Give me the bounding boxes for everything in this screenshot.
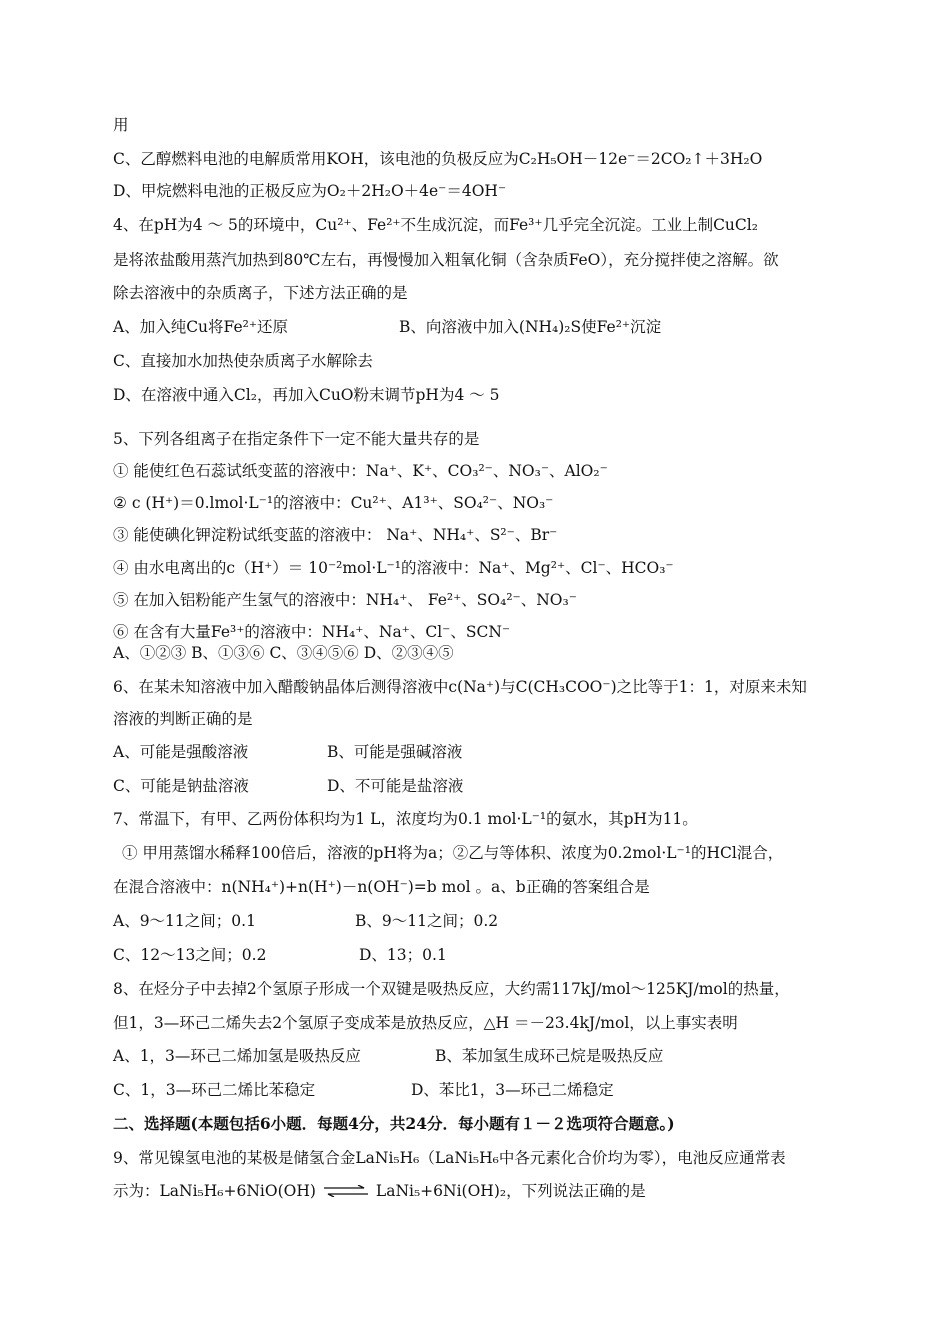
text-line: ⑤ 在加入铝粉能产生氢气的溶液中：NH₄⁺、 Fe²⁺、SO₄²⁻、NO₃⁻: [113, 591, 577, 609]
reversible-arrow-icon: [322, 1181, 370, 1203]
option-a: A、9～11之间；0.1: [113, 912, 256, 930]
text-line: [113, 1180, 873, 1203]
option-c: C、12～13之间；0.2: [113, 946, 267, 964]
text-line: D、甲烷燃料电池的正极反应为O₂＋2H₂O＋4e⁻＝4OH⁻: [113, 182, 507, 200]
option-b: B、9～11之间；0.2: [355, 912, 499, 930]
option-row: [113, 316, 873, 338]
option-d: D、苯比1，3—环己二烯稳定: [411, 1081, 614, 1099]
option-row: [113, 741, 873, 763]
section-heading: 二、选择题(本题包括6小题．每题4分，共24分．每小题有１－２选项符合题意。): [113, 1114, 675, 1133]
question-4: 4、在pH为4 ～ 5的环境中，Cu²⁺、Fe²⁺不生成沉淀，而Fe³⁺几乎完全沉淀。工业上制CuCl₂: [113, 216, 758, 234]
option-row: [113, 775, 873, 797]
text-line: C、乙醇燃料电池的电解质常用KOH，该电池的负极反应为C₂H₅OH－12e⁻＝2CO₂↑＋3H₂O: [113, 150, 763, 168]
question-5: 5、下列各组离子在指定条件下一定不能大量共存的是: [113, 430, 480, 448]
option-c: C、1，3—环己二烯比苯稳定: [113, 1081, 316, 1099]
question-8: 8、在烃分子中去掉2个氢原子形成一个双键是吸热反应，大约需117kJ/mol～125KJ/mol的热量，: [113, 980, 790, 998]
option-c: C、直接加水加热使杂质离子水解除去: [113, 352, 373, 370]
question-6: 6、在某未知溶液中加入醋酸钠晶体后测得溶液中c(Na⁺)与C(CH₃COO⁻)之比等于1：1，对原来未知: [113, 678, 807, 696]
option-b: B、苯加氢生成环己烷是吸热反应: [435, 1047, 664, 1065]
text-line: ② c (H⁺)＝0.lmol·L⁻¹的溶液中：Cu²⁺、A1³⁺、SO₄²⁻、NO₃⁻: [113, 494, 554, 512]
option-a: A、加入纯Cu将Fe²⁺还原: [113, 318, 289, 336]
text-line: 除去溶液中的杂质离子，下述方法正确的是: [113, 284, 408, 302]
text-line: 但1，3—环己二烯失去2个氢原子变成苯是放热反应，△H ＝－23.4kJ/mol，以上事实表明: [113, 1014, 738, 1032]
reaction-right: LaNi₅+6Ni(OH)₂，下列说法正确的是: [375, 1182, 646, 1200]
reaction-left: 示为：LaNi₅H₆+6NiO(OH): [113, 1182, 316, 1200]
option-d: D、不可能是盐溶液: [327, 777, 464, 795]
text-line: 溶液的判断正确的是: [113, 710, 253, 728]
option-a: A、可能是强酸溶液: [113, 743, 249, 761]
text-line: 在混合溶液中：n(NH₄⁺)+n(H⁺)－n(OH⁻)=b mol 。a、b正确的答案组合是: [113, 878, 650, 896]
option-b: B、可能是强碱溶液: [327, 743, 463, 761]
option-row: [113, 910, 873, 932]
option-c: C、可能是钠盐溶液: [113, 777, 249, 795]
option-row: [113, 1079, 873, 1101]
text-line: ④ 由水电离出的c（H⁺）＝ 10⁻²mol·L⁻¹的溶液中：Na⁺、Mg²⁺、Cl⁻、HCO₃⁻: [113, 559, 674, 577]
option-row: [113, 944, 873, 966]
option-b: B、向溶液中加入(NH₄)₂S使Fe²⁺沉淀: [399, 318, 662, 336]
option-row: [113, 1045, 873, 1067]
option-a: A、1，3—环己二烯加氢是吸热反应: [113, 1047, 361, 1065]
question-7: 7、常温下，有甲、乙两份体积均为1 L，浓度均为0.1 mol·L⁻¹的氨水，其pH为11。: [113, 810, 698, 828]
option-d: D、在溶液中通入Cl₂，再加入CuO粉末调节pH为4 ～ 5: [113, 386, 500, 404]
text-line: ③ 能使碘化钾淀粉试纸变蓝的溶液中： Na⁺、NH₄⁺、S²⁻、Br⁻: [113, 526, 558, 544]
text-line: ① 甲用蒸馏水稀释100倍后，溶液的pH将为a；②乙与等体积、浓度为0.2mol·L⁻¹的HCl混合，: [122, 844, 784, 862]
text-line: 是将浓盐酸用蒸汽加热到80℃左右，再慢慢加入粗氧化铜（含杂质FeO），充分搅拌使之溶解。欲: [113, 251, 779, 269]
question-9: 9、常见镍氢电池的某极是储氢合金LaNi₅H₆（LaNi₅H₆中各元素化合价均为零），电池反应通常表: [113, 1149, 786, 1167]
option-row: A、①②③ B、①③⑥ C、③④⑤⑥ D、②③④⑤: [113, 644, 454, 662]
text-line: ⑥ 在含有大量Fe³⁺的溶液中：NH₄⁺、Na⁺、Cl⁻、SCN⁻: [113, 623, 511, 641]
text-line: 用: [113, 116, 129, 134]
text-line: ① 能使红色石蕊试纸变蓝的溶液中：Na⁺、K⁺、CO₃²⁻、NO₃⁻、AlO₂⁻: [113, 462, 608, 480]
option-d: D、13；0.1: [359, 946, 447, 964]
